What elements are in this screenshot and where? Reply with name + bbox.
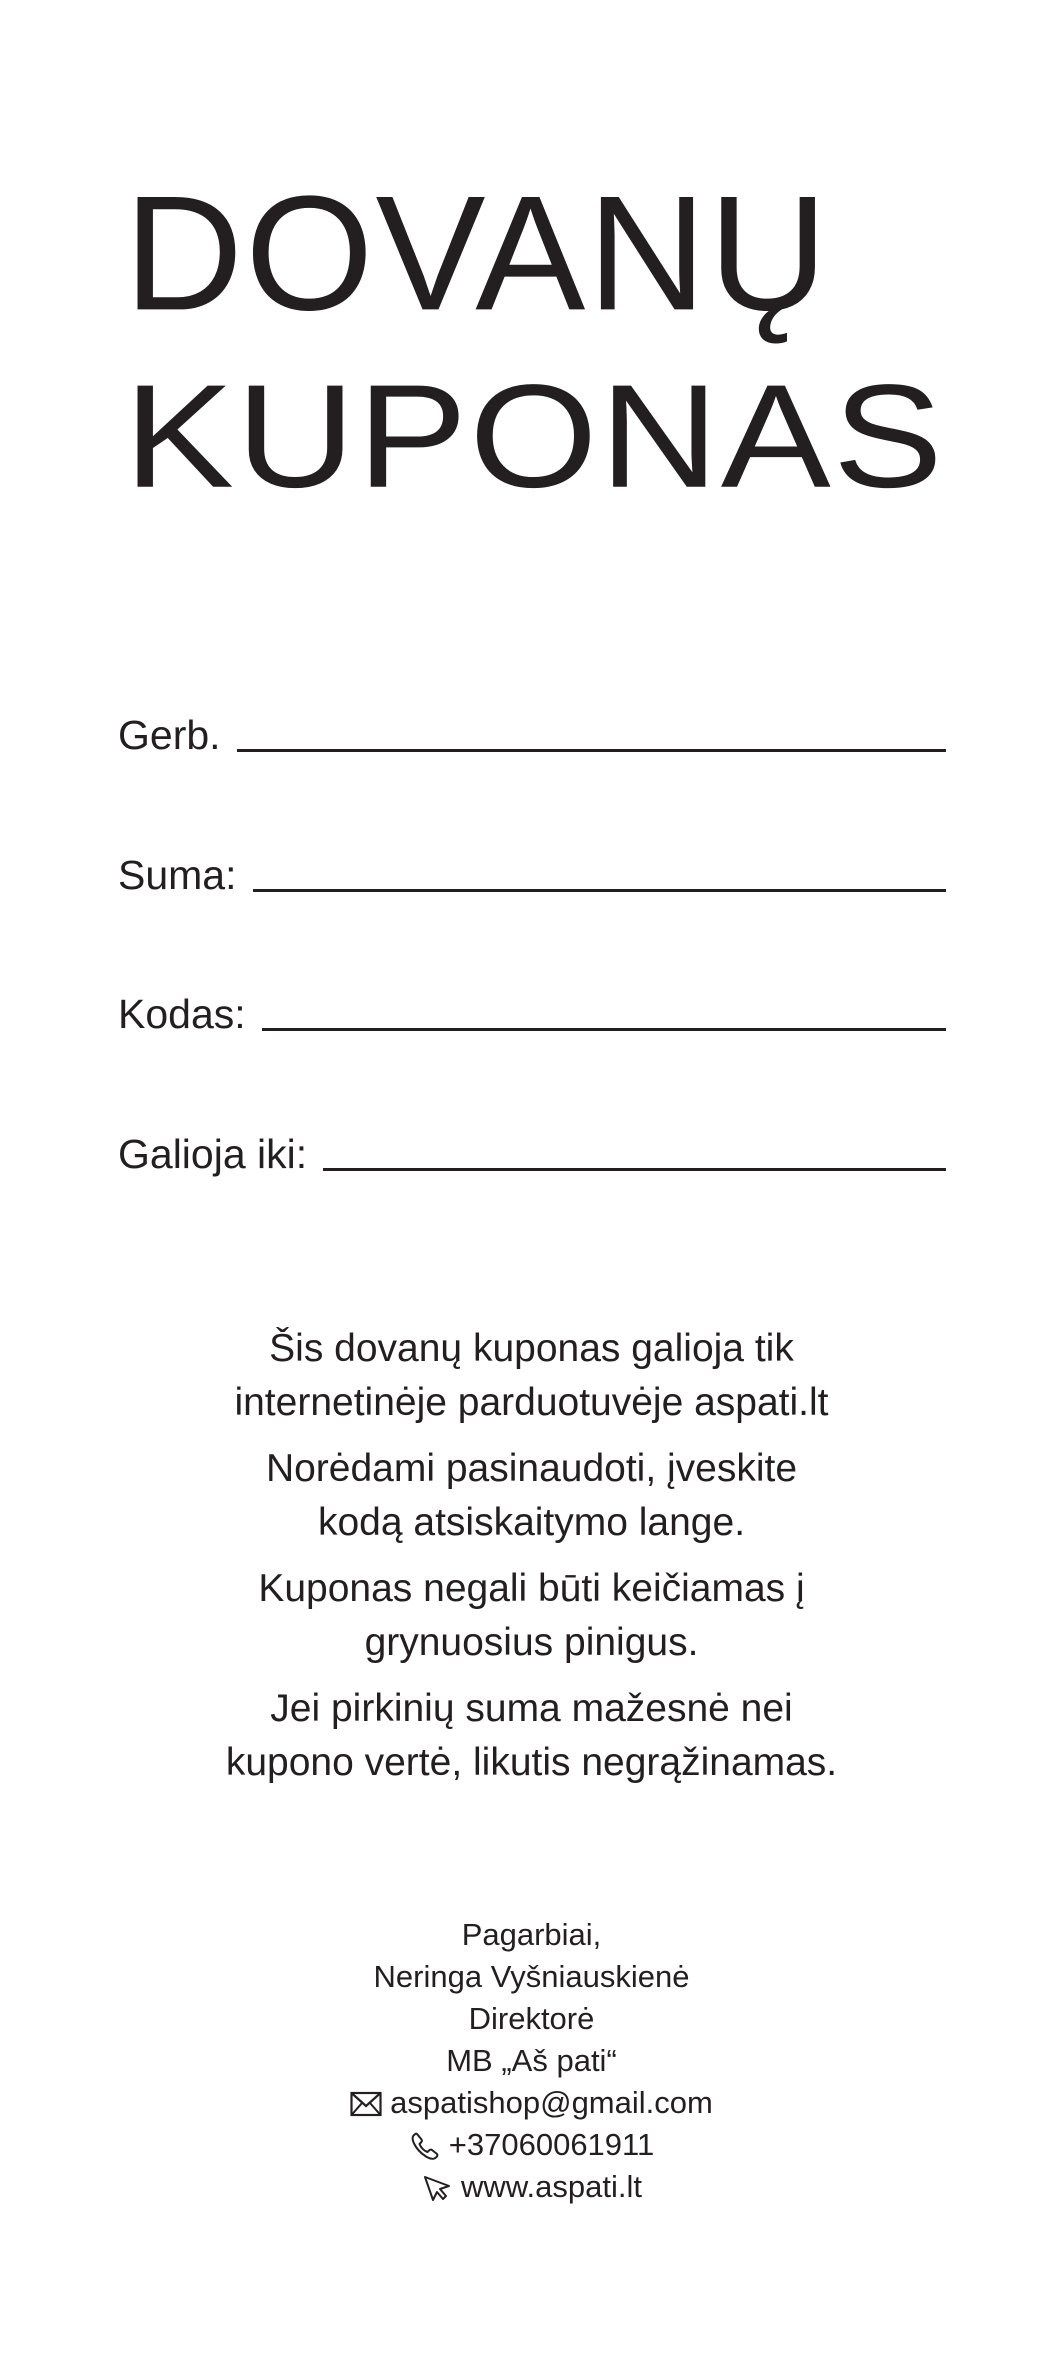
recipient-fill-line[interactable] <box>237 749 946 752</box>
amount-fill-line[interactable] <box>253 889 947 892</box>
term-line: Kuponas negali būti keičiamas į <box>258 1567 805 1610</box>
signature-block <box>0 1914 1063 2208</box>
code-field[interactable] <box>118 985 946 1035</box>
terms-block <box>0 1322 1063 1802</box>
term-paragraph <box>0 1562 1063 1670</box>
valid-until-fill-line[interactable] <box>323 1168 946 1171</box>
amount-label: Suma: <box>118 852 237 898</box>
phone-text[interactable]: +37060061911 <box>448 2127 655 2162</box>
term-line: Norėdami pasinaudoti, įveskite <box>265 1447 798 1490</box>
recipient-field[interactable] <box>118 706 946 756</box>
term-paragraph <box>0 1442 1063 1550</box>
pointer-icon <box>421 2174 453 2202</box>
website-contact[interactable] <box>0 2166 1063 2208</box>
code-fill-line[interactable] <box>262 1028 946 1031</box>
term-line: kodą atsiskaitymo lange. <box>317 1501 746 1544</box>
term-line: grynuosius pinigus. <box>364 1621 699 1664</box>
phone-icon <box>409 2132 441 2160</box>
amount-field[interactable] <box>118 846 946 896</box>
term-line: Jei pirkinių suma mažesnė nei <box>270 1687 793 1730</box>
email-text[interactable]: aspatishop@gmail.com <box>390 2085 713 2120</box>
term-line: internetinėje parduotuvėje aspati.lt <box>234 1381 829 1424</box>
term-line: kupono vertė, likutis negrąžinamas. <box>225 1741 838 1784</box>
valid-until-field[interactable] <box>118 1125 946 1175</box>
title-line-1: DOVANŲ <box>124 161 830 345</box>
term-paragraph <box>0 1682 1063 1790</box>
code-label: Kodas: <box>118 991 246 1037</box>
signer-role: Direktorė <box>468 2001 595 2036</box>
company-name: MB „Aš pati“ <box>446 2043 617 2078</box>
term-line: Šis dovanų kuponas galioja tik <box>269 1327 794 1370</box>
envelope-icon <box>350 2090 382 2118</box>
signer-name: Neringa Vyšniauskienė <box>373 1959 690 1994</box>
greeting: Pagarbiai, <box>461 1917 602 1952</box>
website-text[interactable]: www.aspati.lt <box>461 2169 642 2204</box>
title-line-2: KUPONAS <box>124 354 945 518</box>
recipient-label: Gerb. <box>118 712 221 758</box>
valid-until-label: Galioja iki: <box>118 1131 308 1177</box>
phone-contact[interactable] <box>0 2124 1063 2166</box>
term-paragraph <box>0 1322 1063 1430</box>
email-contact[interactable] <box>0 2082 1063 2124</box>
